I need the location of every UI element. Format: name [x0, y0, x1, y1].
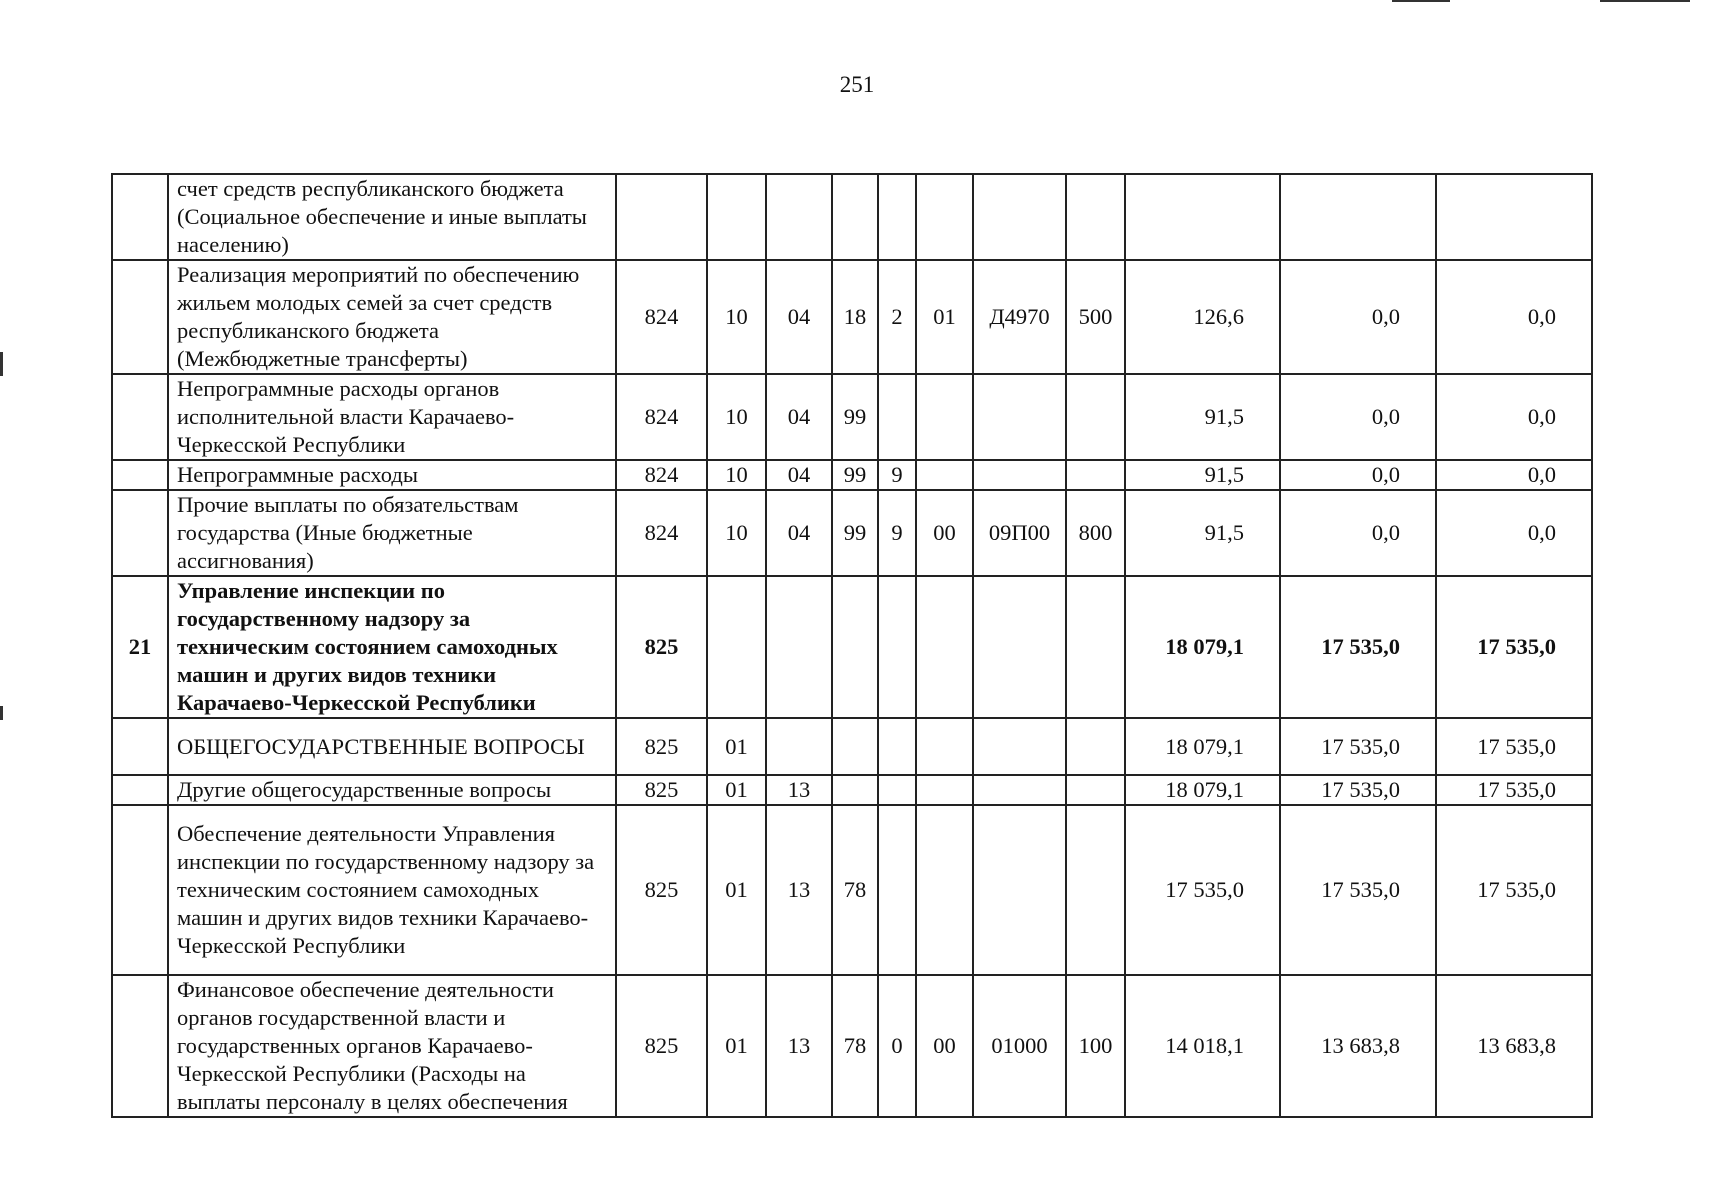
subprogram-code: 9	[878, 460, 916, 490]
expense-name: ОБЩЕГОСУДАРСТВЕННЫЕ ВОПРОСЫ	[168, 718, 616, 775]
section-code: 10	[707, 460, 766, 490]
row-number	[112, 490, 168, 576]
expense-type-code: 800	[1066, 490, 1125, 576]
amount-3: 17 535,0	[1436, 775, 1592, 805]
subprogram-code: 9	[878, 490, 916, 576]
program-code	[832, 775, 878, 805]
event-code	[916, 460, 973, 490]
subprogram-code	[878, 805, 916, 975]
scan-edge-mark	[0, 706, 3, 720]
event-code	[916, 805, 973, 975]
amount-2: 0,0	[1280, 460, 1436, 490]
amount-3: 0,0	[1436, 460, 1592, 490]
amount-1: 18 079,1	[1125, 718, 1280, 775]
table-row	[112, 490, 1592, 576]
budget-table	[111, 173, 1593, 1118]
event-code	[916, 775, 973, 805]
ministry-code: 825	[616, 805, 707, 975]
section-code	[707, 174, 766, 260]
direction-code	[973, 374, 1066, 460]
expense-name: Прочие выплаты по обязательствам государства (Иные бюджетные ассигнования)	[168, 490, 616, 576]
subsection-code: 13	[766, 975, 832, 1117]
row-number: 21	[112, 576, 168, 718]
direction-code	[973, 460, 1066, 490]
subprogram-code	[878, 775, 916, 805]
amount-3: 17 535,0	[1436, 576, 1592, 718]
ministry-code: 825	[616, 775, 707, 805]
subprogram-code	[878, 718, 916, 775]
ministry-code: 824	[616, 490, 707, 576]
expense-name: Непрограммные расходы	[168, 460, 616, 490]
table-row	[112, 174, 1592, 260]
direction-code	[973, 775, 1066, 805]
amount-1: 126,6	[1125, 260, 1280, 374]
expense-type-code	[1066, 460, 1125, 490]
row-number	[112, 174, 168, 260]
subsection-code: 13	[766, 805, 832, 975]
ministry-code: 825	[616, 576, 707, 718]
direction-code: Д4970	[973, 260, 1066, 374]
amount-2: 17 535,0	[1280, 775, 1436, 805]
program-code: 99	[832, 374, 878, 460]
program-code	[832, 718, 878, 775]
program-code	[832, 174, 878, 260]
ministry-code: 824	[616, 374, 707, 460]
subprogram-code: 2	[878, 260, 916, 374]
amount-1: 18 079,1	[1125, 775, 1280, 805]
amount-2: 17 535,0	[1280, 805, 1436, 975]
expense-name: Другие общегосударственные вопросы	[168, 775, 616, 805]
section-code: 01	[707, 975, 766, 1117]
expense-type-code	[1066, 775, 1125, 805]
subprogram-code	[878, 174, 916, 260]
row-number	[112, 805, 168, 975]
amount-3: 0,0	[1436, 374, 1592, 460]
subsection-code: 04	[766, 490, 832, 576]
table-row	[112, 775, 1592, 805]
row-number	[112, 460, 168, 490]
subsection-code	[766, 576, 832, 718]
expense-name: Управление инспекции по государственному надзору за техническим состоянием самоходных машин и других видов техники Карачаево-Черкесской Республики	[168, 576, 616, 718]
amount-3: 13 683,8	[1436, 975, 1592, 1117]
expense-type-code	[1066, 576, 1125, 718]
amount-3: 0,0	[1436, 260, 1592, 374]
table-row	[112, 805, 1592, 975]
table-row	[112, 576, 1592, 718]
program-code: 78	[832, 805, 878, 975]
program-code: 99	[832, 490, 878, 576]
page-number: 251	[839, 72, 875, 97]
section-code: 10	[707, 260, 766, 374]
expense-type-code	[1066, 805, 1125, 975]
program-code: 99	[832, 460, 878, 490]
amount-2: 17 535,0	[1280, 576, 1436, 718]
table-row	[112, 975, 1592, 1117]
direction-code: 01000	[973, 975, 1066, 1117]
expense-name: Реализация мероприятий по обеспечению жильем молодых семей за счет средств республиканского бюджета (Межбюджетные трансферты)	[168, 260, 616, 374]
row-number	[112, 718, 168, 775]
subprogram-code: 0	[878, 975, 916, 1117]
amount-1: 91,5	[1125, 490, 1280, 576]
row-number	[112, 260, 168, 374]
direction-code	[973, 718, 1066, 775]
direction-code	[973, 576, 1066, 718]
subsection-code	[766, 174, 832, 260]
expense-name: Обеспечение деятельности Управления инспекции по государственному надзору за техническим состоянием самоходных машин и других видов техники Карачаево-Черкесской Республики	[168, 805, 616, 975]
row-number	[112, 775, 168, 805]
event-code	[916, 174, 973, 260]
amount-1: 18 079,1	[1125, 576, 1280, 718]
event-code	[916, 374, 973, 460]
ministry-code: 825	[616, 718, 707, 775]
program-code	[832, 576, 878, 718]
table-row	[112, 460, 1592, 490]
event-code: 00	[916, 490, 973, 576]
section-code: 10	[707, 374, 766, 460]
amount-2	[1280, 174, 1436, 260]
subsection-code: 04	[766, 460, 832, 490]
section-code: 01	[707, 805, 766, 975]
expense-type-code	[1066, 718, 1125, 775]
event-code: 00	[916, 975, 973, 1117]
expense-name: счет средств республиканского бюджета (Социальное обеспечение и иные выплаты населению)	[168, 174, 616, 260]
section-code: 10	[707, 490, 766, 576]
ministry-code: 825	[616, 975, 707, 1117]
amount-1: 14 018,1	[1125, 975, 1280, 1117]
table-row	[112, 374, 1592, 460]
subsection-code: 04	[766, 374, 832, 460]
scan-edge-mark	[1392, 0, 1450, 2]
subsection-code: 04	[766, 260, 832, 374]
row-number	[112, 374, 168, 460]
direction-code	[973, 805, 1066, 975]
scan-edge-mark	[1600, 0, 1690, 2]
event-code: 01	[916, 260, 973, 374]
expense-type-code	[1066, 374, 1125, 460]
table-row	[112, 718, 1592, 775]
expense-type-code	[1066, 174, 1125, 260]
direction-code	[973, 174, 1066, 260]
amount-2: 13 683,8	[1280, 975, 1436, 1117]
amount-2: 0,0	[1280, 490, 1436, 576]
amount-2: 0,0	[1280, 260, 1436, 374]
amount-1	[1125, 174, 1280, 260]
amount-3: 17 535,0	[1436, 805, 1592, 975]
section-code	[707, 576, 766, 718]
table-row	[112, 260, 1592, 374]
section-code: 01	[707, 718, 766, 775]
program-code: 78	[832, 975, 878, 1117]
subsection-code	[766, 718, 832, 775]
row-number	[112, 975, 168, 1117]
subprogram-code	[878, 576, 916, 718]
expense-type-code: 500	[1066, 260, 1125, 374]
subprogram-code	[878, 374, 916, 460]
ministry-code	[616, 174, 707, 260]
ministry-code: 824	[616, 260, 707, 374]
event-code	[916, 718, 973, 775]
amount-1: 91,5	[1125, 460, 1280, 490]
expense-name: Финансовое обеспечение деятельности органов государственной власти и государственных органов Карачаево-Черкесской Республики (Расходы на выплаты персоналу в целях обеспечения	[168, 975, 616, 1117]
amount-2: 0,0	[1280, 374, 1436, 460]
ministry-code: 824	[616, 460, 707, 490]
section-code: 01	[707, 775, 766, 805]
amount-1: 17 535,0	[1125, 805, 1280, 975]
subsection-code: 13	[766, 775, 832, 805]
program-code: 18	[832, 260, 878, 374]
event-code	[916, 576, 973, 718]
amount-3: 17 535,0	[1436, 718, 1592, 775]
expense-type-code: 100	[1066, 975, 1125, 1117]
expense-name: Непрограммные расходы органов исполнительной власти Карачаево-Черкесской Республики	[168, 374, 616, 460]
direction-code: 09П00	[973, 490, 1066, 576]
scan-edge-mark	[0, 352, 3, 376]
amount-1: 91,5	[1125, 374, 1280, 460]
amount-3: 0,0	[1436, 490, 1592, 576]
amount-3	[1436, 174, 1592, 260]
amount-2: 17 535,0	[1280, 718, 1436, 775]
